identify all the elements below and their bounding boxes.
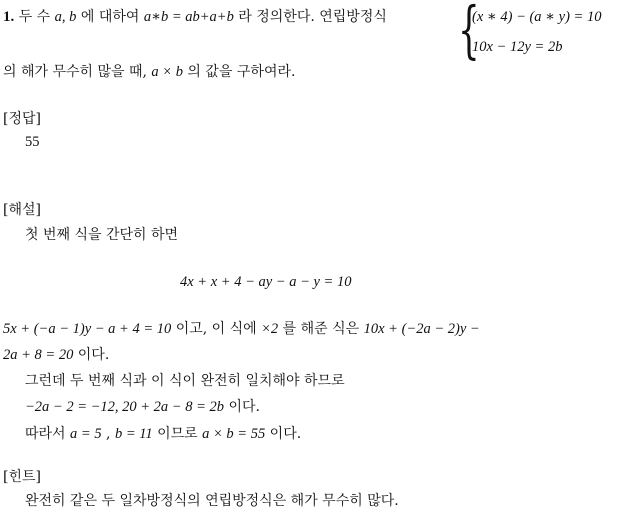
system-equation-2: 10x − 12y = 2b [472,39,563,55]
solution-line-5 [25,425,301,443]
problem-line-2 [3,63,295,81]
solution-l5-pre: 따라서 [25,426,66,442]
operation-definition: a∗b = ab+a+b [143,9,234,25]
solution-line-2 [3,346,109,364]
hint-text: 완전히 같은 두 일차방정식의 연립방정식은 해가 무수히 많다. [25,493,399,509]
solution-l4-post: 이다. [228,399,260,415]
problem-line2-pre: 의 해가 무수히 많을 때, [3,64,147,80]
problem-line2-post: 의 값을 구하여라. [187,64,296,80]
problem-line2-expr: a × b [151,64,183,80]
hint-label: [힌트] [3,469,41,485]
solution-centered-equation: 4x + x + 4 − ay − a − y = 10 [180,274,352,290]
problem-vars: a, b [54,9,77,25]
problem-text-mid: 에 대하여 [80,9,140,25]
solution-l1-mid: 이고, 이 식에 [175,321,257,337]
solution-l2-expr: 2a + 8 = 20 [3,347,74,363]
solution-line-1 [3,320,480,338]
solution-l5-sep: , [106,426,111,442]
solution-l5-expr: a × b = 55 [202,426,266,442]
problem-line-1 [3,8,387,26]
solution-l1-times: ×2 [261,321,279,337]
solution-line-3: 그런데 두 번째 식과 이 식이 완전히 일치해야 하므로 [25,373,345,389]
solution-line-4 [25,398,260,416]
solution-l2-post: 이다. [77,347,110,363]
solution-l5-mid: 이므로 [157,426,198,442]
answer-value: 55 [25,134,40,150]
solution-l1-expr: 5x + (−a − 1)y − a + 4 = 10 [3,321,172,337]
solution-l4-expr: −2a − 2 = −12, 20 + 2a − 8 = 2b [25,399,224,415]
solution-intro: 첫 번째 식을 간단히 하면 [25,227,179,243]
solution-l5-b: b = 11 [114,426,153,442]
solution-l5-post: 이다. [269,426,302,442]
solution-label: [해설] [3,202,41,218]
solution-l5-a: a = 5 [70,426,102,442]
solution-l1-mid2: 를 해준 식은 [282,321,360,337]
problem-text-pre: 두 수 [18,9,51,25]
answer-label: [정답] [3,111,41,127]
system-equation-1: (x ∗ 4) − (a ∗ y) = 10 [472,9,602,25]
solution-l1-expr2: 10x + (−2a − 2)y − [363,321,480,337]
problem-text-post: 라 정의한다. 연립방정식 [238,9,387,25]
system-brace: { [458,0,480,66]
problem-number: 1. [3,9,15,25]
